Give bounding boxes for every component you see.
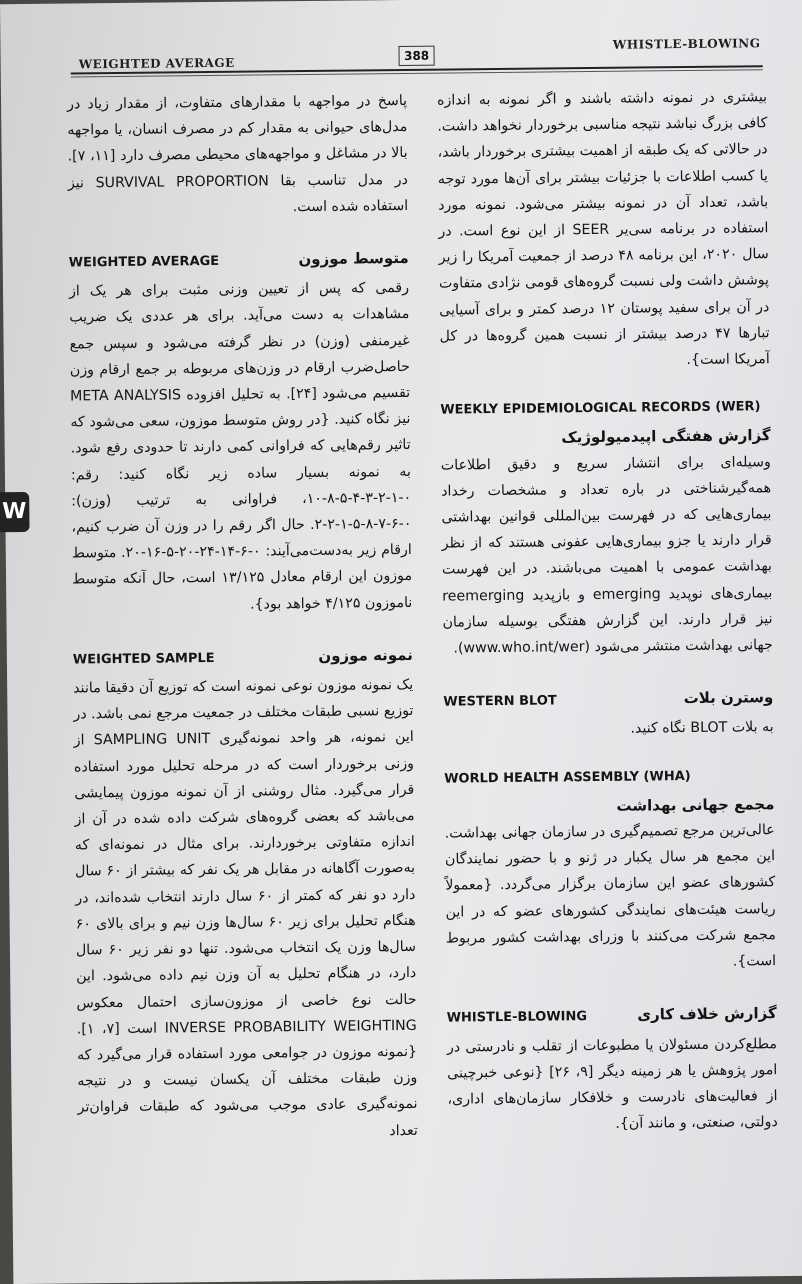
entry-term-en: WHISTLE-BLOWING: [446, 1009, 588, 1026]
entry-body: مطلع‌کردن مسئولان یا مطبوعات از تقلب و نادرستی در امور پژوهش یا هر زمینه دیگر [۹، ۲۶] {نوعی خبرچینی از فعالیت‌های نادرست و خلافکار سازمان‌های اداری، دولتی، صنعتی، و مانند آن}.: [446, 1035, 778, 1132]
entry-term-fa: مجمع جهانی بهداشت: [616, 795, 775, 815]
entry-term-fa: نمونه موزون: [318, 645, 413, 665]
entry-heading: [73, 642, 413, 674]
right-column: [437, 84, 778, 1139]
entry-term-en: WEEKLY EPIDEMIOLOGICAL RECORDS (WER): [440, 399, 761, 418]
entry-term-fa: وسترن بلات: [683, 688, 774, 708]
entry-body: رقمی که پس از تعیین وزنی مثبت برای هر یک از مشاهدات به دست می‌آید. برای هر عددی یک ضریب غیرمنفی (وزن) در نظر گرفته می‌شود و سپس جمع حاصل‌ضرب ارقام در وزن‌های مربوطه بر جمع ارقام وزن تقسیم می‌شود [۲۴]. به تحلیل افزوده META ANALYSIS نیز نگاه کنید. {در روش متوسط موزون، سعی می‌شود که تاثیر رقم‌هایی که فراوانی کمی دارند تا حدودی رفع شود. به نمونه بسیار ساده زیر نگاه کنید: رقم: ۰-۱-۲-۳-۴-۵-۸-۱۰، فراوانی به ترتیب (وزن): ۰-۶-۷-۸-۵-۱-۲-۲. حال اگر رقم را در وزن آن ضرب کنیم، ارقام زیر به‌دست‌می‌آیند: ۰-۶-۱۴-۲۴-۲۰-۵-۱۶-۲۰. متوسط موزون این ارقام معادل ۱۳/۱۲۵ است، حال آنکه متوسط ناموزون ۴/۱۲۵ خواهد بود}.: [68, 280, 413, 613]
page-number: 388: [398, 46, 434, 66]
entry-term-en: WORLD HEALTH ASSEMBLY (WHA): [444, 768, 691, 787]
continued-paragraph: بیشتری در نمونه داشته باشند و اگر نمونه به اندازه کافی بزرگ نباشد نتیجه مناسبی برخوردار نخواهد داشت. در حالاتی که یک طبقه از اهمیت بیشتری برخوردار باشد، یا کسب اطلاعات با جزئیات بیشتر برای آن‌ها مورد توجه باشد، تعداد آن در نمونه بیشتر می‌شود. نمونه مورد استفاده در برنامه سی‌یر SEER از این نوع است. در سال ۲۰۲۰، این برنامه ۴۸ درصد از جمعیت آمریکا را زیر پوشش داشت ولی نسبت گروه‌های قومی نژادی متفاوت در آن برای سفید پوستان ۱۲ درصد کمتر و برای آسیایی تبارها ۴۷ درصد بیشتر از نسبت همین گروه‌ها در کل آمریکا است}.: [436, 89, 770, 369]
thumb-index-tab: W: [0, 492, 30, 532]
running-header-right: WHISTLE-BLOWING: [612, 36, 761, 52]
entry-body: یک نمونه موزون نوعی نمونه است که توزیع آن دقیقا مانند توزیع نسبی طبقات مختلف در جمعیت مرجع نمی باشد. در این نمونه، هر واحد نمونه‌گیری SAMPLING UNIT از وزنی برخوردار است که در مرحله تحلیل مورد استفاده قرار می‌گیرد. مثال روشنی از آن نمونه موزون پیمایشی می‌باشد که بعضی گروه‌های شرکت داده شده در آن از اندازه متفاوتی برخوردارند. برای مثال در نمونه‌ای که به‌صورت آگاهانه در مقابل هر یک نفر که بیشتر از ۶۰ سال دارد دو نفر که کمتر از ۶۰ سال دارند انتخاب شده‌اند، در هنگام تحلیل برای زیر ۶۰ سال‌ها وزن نیم و برای بالای ۶۰ سال‌ها وزن یک انتخاب می‌شود. تنها دو نفر زیر ۶۰ سال دارد، در هنگام تحلیل به آن وزن نیم داده می‌شود. این حالت نوع خاصی از موزون‌سازی احتمال معکوس INVERSE PROBABILITY WEIGHTING است [۷، ۱]. {نمونه موزون در جوامعی مورد استفاده قرار می‌گیرد که وزن طبقات مختلف آن یکسان نیست و در نتیجه نمونه‌گیری عادی موجب می‌شود که طبقات فراوان‌تر تعداد: [73, 676, 418, 1139]
entry-body: به بلات BLOT نگاه کنید.: [630, 719, 774, 738]
entry-body: وسیله‌ای برای انتشار سریع و دقیق اطلاعات همه‌گیرشناختی در باره تعداد و مشخصات رخداد بیماری‌هایی که در فهرست بین‌المللی قوانین بهداشتی قرار دارند یا جزو بیماری‌هایی عفونی هستند که از نظر بهداشت عمومی با اهمیت می‌باشند. در این فهرست بیماری‌های نوپدید emerging و بازپدید reemerging نیز قرار دارند. این گزارش هفتگی بوسیله سازمان جهانی بهداشت منتشر می‌شود (www.who.int/wer).: [440, 453, 773, 657]
entry-heading: [443, 684, 773, 716]
entry-term-fa: گزارش خلاف کاری: [637, 1004, 777, 1024]
entry-term-en: WEIGHTED SAMPLE: [72, 650, 215, 668]
entry-term-en: WEIGHTED AVERAGE: [68, 253, 220, 271]
entry-term-fa: گزارش هفتگی اپیدمیولوژیک: [561, 426, 771, 447]
left-column: [67, 88, 418, 1147]
entry-term-en: WESTERN BLOT: [443, 693, 557, 710]
entry-heading: [447, 1000, 777, 1032]
entry-body: عالی‌ترین مرجع تصمیم‌گیری در سازمان جهانی بهداشت. این مجمع هر سال یکبار در ژنو و با حضور نمایندگان کشورهای عضو این سازمان برگزار می‌گردد. {معمولاً ریاست هیئت‌های نمایندگی کشورهای عضو که در این مجمع شرکت می‌کنند با وزرای بهداشت کشور مربوط است}.: [444, 822, 777, 970]
continued-paragraph: پاسخ در مواجهه با مقدارهای متفاوت، از مقدار زیاد در مدل‌های حیوانی به مقدار کم در مصرف انسان، یا مواجهه بالا در مشاغل و مواجهه‌های محیطی مصرف دارد [۱۱، ۷]. در مدل تناسب بقا SURVIVAL PROPORTION نیز استفاده شده است.: [66, 92, 409, 215]
entry-term-fa: متوسط موزون: [298, 248, 409, 269]
entry-heading: [69, 245, 409, 277]
running-header-left: WEIGHTED AVERAGE: [78, 55, 235, 72]
